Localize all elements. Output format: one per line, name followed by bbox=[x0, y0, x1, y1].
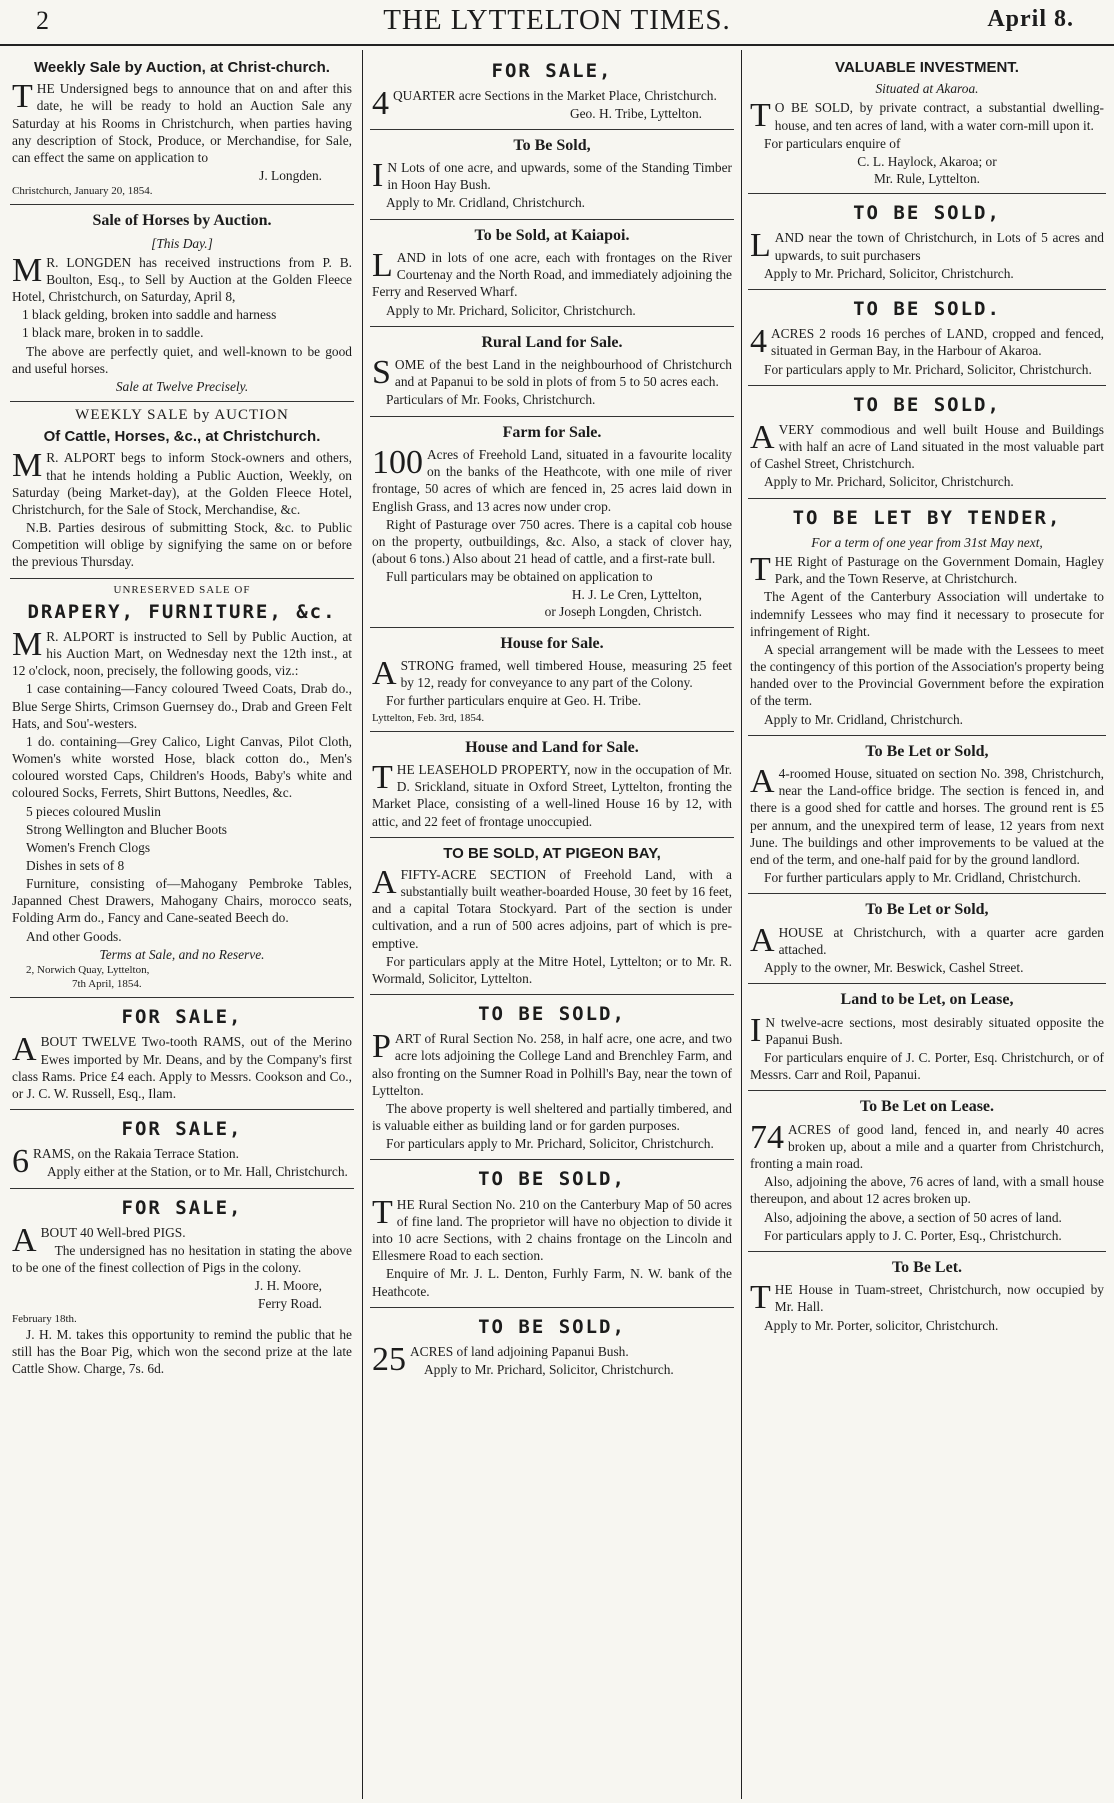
list-item: Women's French Clogs bbox=[26, 839, 151, 855]
advert-heading: TO BE SOLD. bbox=[853, 297, 1001, 320]
advert-heading: FOR SALE, bbox=[121, 1196, 243, 1219]
advert-apply: For particulars apply to Mr. Prichard, Solicitor, Christchurch. bbox=[764, 361, 1092, 377]
advert-tuam-street bbox=[748, 1252, 1106, 1341]
advert-apply: For particulars apply to Mr. Prichard, Solicitor, Christchurch. bbox=[386, 1136, 714, 1152]
advert-paragraph: J. H. M. takes this opportunity to remind the public that he still has the Boar Pig, which won the second prize at the late Cattle Show. Charge, 7s. 6d. bbox=[12, 1326, 352, 1377]
advert-heading: To Be Let. bbox=[891, 1258, 963, 1276]
advert-body: O BE SOLD, by private contract, a substantial dwelling-house, and ten acres of land, with a water corn-mill upon it. bbox=[774, 100, 1104, 133]
list-item: 1 case containing—Fancy coloured Tweed Coats, Drab do., Blue Serge Shirts, Crimson Guernsey do., Drab and Green Felt Hats, and Sou'-westers. bbox=[12, 681, 352, 731]
advert-body: R. ALPORT begs to inform Stock-owners and others, that he intends holding a Public Auction, Weekly, on Saturday (being Market-day), at the Golden Fleece Hotel, Christchurch, for the Sale of Stock, Merchandise, &c. bbox=[12, 450, 352, 517]
advert-signature: C. L. Haylock, Akaroa; or bbox=[857, 153, 997, 169]
advert-heading: To be Sold, at Kaiapoi. bbox=[474, 226, 630, 244]
advert-heading: House and Land for Sale. bbox=[465, 738, 639, 756]
drop-cap: A bbox=[12, 1221, 37, 1259]
advert-apply: Apply either at the Station, or to Mr. Hall, Christchurch. bbox=[47, 1164, 348, 1180]
advert-leasehold bbox=[370, 732, 734, 838]
advert-date: Lyttelton, Feb. 3rd, 1854. bbox=[372, 711, 485, 724]
column-rule bbox=[362, 50, 363, 1799]
drop-cap: 4 bbox=[372, 85, 389, 123]
advert-rams bbox=[10, 998, 354, 1110]
advert-body: HE Right of Pasturage on the Government Domain, Hagley Park, and the Town Reserve, at Christchurch. bbox=[774, 554, 1104, 587]
advert-heading: FOR SALE, bbox=[121, 1006, 243, 1029]
drop-cap: S bbox=[372, 354, 391, 392]
advert-signature: H. J. Le Cren, Lyttelton, bbox=[571, 587, 702, 603]
advert-paragraph: The above property is well sheltered and partially timbered, and is valuable either as building land or for garden purposes. bbox=[372, 1100, 732, 1134]
drop-cap: M bbox=[12, 625, 43, 663]
advert-drapery bbox=[10, 579, 354, 999]
drop-cap: T bbox=[372, 1193, 393, 1231]
drop-cap: 4 bbox=[750, 323, 767, 361]
advert-signature: Ferry Road. bbox=[258, 1295, 322, 1311]
drop-cap: A bbox=[750, 921, 775, 959]
advert-heading: TO BE SOLD, bbox=[853, 393, 1001, 416]
drop-cap: M bbox=[12, 447, 43, 485]
advert-pigs bbox=[10, 1189, 354, 1385]
advert-paragraph: The undersigned has no hesitation in stating the above to be one of the finest collection of Pigs in the colony. bbox=[12, 1243, 352, 1276]
list-item: And other Goods. bbox=[26, 928, 122, 944]
advert-kaiapoi bbox=[370, 220, 734, 327]
advert-apply: Apply to Mr. Cridland, Christchurch. bbox=[764, 711, 963, 727]
advert-let-lease-74 bbox=[748, 1091, 1106, 1252]
drop-cap: M bbox=[12, 251, 43, 289]
advert-heading: Sale of Horses by Auction. bbox=[92, 212, 272, 230]
list-item: 1 black gelding, broken into saddle and harness bbox=[22, 307, 277, 323]
advert-preheading: UNRESERVED SALE OF bbox=[113, 583, 251, 596]
advert-paragraph: A special arrangement will be made with the Lessees to meet the contingency of this portion of the Association's property being handed over to the Provincial Government before the expiration of the term. bbox=[750, 641, 1104, 709]
advert-heading: To Be Let or Sold, bbox=[865, 742, 989, 760]
advert-heading: TO BE SOLD, bbox=[478, 1168, 626, 1191]
column-rule bbox=[741, 50, 742, 1799]
advert-signature: Geo. H. Tribe, Lyttelton. bbox=[569, 106, 702, 122]
list-item: 1 do. containing—Grey Calico, Light Canvas, Pilot Cloth, Women's white worsted Hose, black cotton do., Men's coloured worsted Caps, Children's Hoods, Baby's white and coloured Socks, Ferrets, Shirt Buttons, Needles, &c. bbox=[12, 733, 352, 801]
advert-paragraph: The Agent of the Canterbury Association will undertake to indemnify Lessees who may find it necessary to prosecute for infringement of Right. bbox=[750, 589, 1104, 639]
masthead bbox=[0, 0, 1114, 46]
advert-body: BOUT 40 Well-bred PIGS. bbox=[40, 1224, 186, 1240]
drop-cap: A bbox=[372, 655, 397, 693]
advert-apply: For particulars apply at the Mitre Hotel, Lyttelton; or to Mr. R. Wormald, Solicitor, Lyttelton. bbox=[372, 953, 732, 986]
drop-cap: I bbox=[750, 1011, 762, 1049]
drop-cap: T bbox=[750, 551, 771, 589]
advert-body: RAMS, on the Rakaia Terrace Station. bbox=[33, 1146, 239, 1162]
advert-rural-land bbox=[370, 327, 734, 417]
advert-signature: Mr. Rule, Lyttelton. bbox=[873, 170, 980, 186]
advert-date: Christchurch, January 20, 1854. bbox=[12, 185, 153, 198]
drop-cap: I bbox=[372, 157, 384, 195]
issue-date: April 8. bbox=[987, 6, 1074, 32]
advert-heading: FOR SALE, bbox=[121, 1118, 243, 1140]
advert-apply: For particulars enquire of J. C. Porter, Esq. Christchurch, or of Messrs. Carr and Roil, Papanui. bbox=[750, 1049, 1104, 1083]
advert-let-sold-4room bbox=[748, 736, 1106, 895]
advert-tender bbox=[748, 499, 1106, 736]
advert-heading: To Be Let or Sold, bbox=[865, 901, 989, 919]
drop-cap: 6 bbox=[12, 1143, 29, 1181]
advert-heading: To Be Let on Lease. bbox=[859, 1098, 995, 1116]
advert-farm bbox=[370, 417, 734, 628]
advert-apply: Enquire of Mr. J. L. Denton, Furhly Farm, N. W. bank of the Heathcote. bbox=[372, 1266, 732, 1299]
advert-apply: Apply to Mr. Prichard, Solicitor, Christchurch. bbox=[386, 302, 636, 318]
advert-body: AND in lots of one acre, each with frontages on the River Courtenay and the North Road, and immediately adjoining the Ferry and Reserved Wharf. bbox=[372, 250, 732, 300]
drop-cap: A bbox=[372, 863, 397, 901]
advert-date: February 18th. bbox=[12, 1312, 77, 1325]
advert-body: ACRES of land adjoining Papanui Bush. bbox=[410, 1343, 629, 1359]
advert-heading: TO BE SOLD, AT PIGEON BAY, bbox=[443, 844, 661, 862]
drop-cap: T bbox=[750, 97, 771, 135]
advert-body: 4-roomed House, situated on section No. 398, Christchurch, near the Land-office bridge. The section is fenced in, and there is a good shed for cattle and horses. The ground rent is £5 per annum, and the unexpired term of lease, 12 years from next June. The buildings and other improvements to be valued at the end of the term, and one-half paid for by the ground landlord. bbox=[750, 766, 1104, 867]
advert-signature: J. Longden. bbox=[259, 167, 322, 183]
advert-body: N twelve-acre sections, most desirably situated opposite the Papanui Bush. bbox=[765, 1014, 1104, 1047]
advert-address: 2, Norwich Quay, Lyttelton, bbox=[26, 963, 150, 976]
advert-land-lease bbox=[748, 984, 1106, 1091]
advert-note: N.B. Parties desirous of submitting Stock, &c. to Public Competition will oblige by signifying the same on or before the previous Thursday. bbox=[12, 520, 352, 570]
advert-apply: Apply to Mr. Prichard, Solicitor, Christchurch. bbox=[764, 474, 1014, 490]
advert-body: ACRES of good land, fenced in, and nearly 40 acres broken up, about a mile and a quarter from Christchurch, fronting a main road. bbox=[750, 1121, 1104, 1172]
advert-body: QUARTER acre Sections in the Market Place, Christchurch. bbox=[393, 88, 717, 104]
advert-body: ART of Rural Section No. 258, in half acre, one acre, and two acre lots adjoining the College Land and Brenchley Farm, and also fronting on the Sumner Road in Polhill's Bay, near the town of Lyttelton. bbox=[372, 1031, 732, 1098]
advert-subheading: For a term of one year from 31st May next, bbox=[811, 534, 1043, 550]
advert-apply: For further particulars apply to Mr. Cridland, Christchurch. bbox=[764, 870, 1081, 886]
advert-apply: Apply to Mr. Cridland, Christchurch. bbox=[386, 195, 585, 211]
advert-apply: For particulars apply to J. C. Porter, Esq., Christchurch. bbox=[764, 1227, 1062, 1243]
advert-rural-210 bbox=[370, 1160, 734, 1307]
advert-subheading: [This Day.] bbox=[151, 235, 213, 251]
drop-cap: P bbox=[372, 1028, 391, 1066]
advert-heading: WEEKLY SALE by AUCTION bbox=[75, 407, 289, 424]
newspaper-title: THE LYTTELTON TIMES. bbox=[383, 4, 731, 36]
advert-date: 7th April, 1854. bbox=[72, 977, 142, 990]
drop-cap: 25 bbox=[372, 1340, 406, 1378]
advert-apply: Apply to the owner, Mr. Beswick, Cashel Street. bbox=[764, 960, 1024, 975]
advert-german-bay bbox=[748, 290, 1106, 386]
advert-timber bbox=[370, 130, 734, 220]
advert-heading: TO BE SOLD, bbox=[853, 202, 1001, 225]
advert-heading: TO BE SOLD, bbox=[478, 1003, 626, 1026]
drop-cap: 100 bbox=[372, 444, 423, 482]
column-1 bbox=[10, 52, 354, 1797]
advert-signature: J. H. Moore, bbox=[254, 1278, 322, 1294]
advert-body: N Lots of one acre, and upwards, some of the Standing Timber in Hoon Hay Bush. bbox=[387, 160, 732, 193]
drop-cap: T bbox=[12, 78, 33, 116]
drop-cap: A bbox=[12, 1031, 37, 1069]
drop-cap: T bbox=[750, 1279, 771, 1317]
advert-heading: House for Sale. bbox=[500, 634, 604, 652]
advert-signature: or Joseph Longden, Christch. bbox=[544, 604, 702, 620]
advert-pigeon-bay bbox=[370, 838, 734, 995]
advert-body: ACRES 2 roods 16 perches of LAND, cropped and fenced, situated in German Bay, in the Harbour of Akaroa. bbox=[771, 326, 1104, 359]
column-2 bbox=[370, 52, 734, 1797]
advert-heading: DRAPERY, FURNITURE, &c. bbox=[27, 600, 337, 623]
advert-terms: Terms at Sale, and no Reserve. bbox=[99, 946, 265, 962]
advert-paragraph: Right of Pasturage over 750 acres. There is a capital cob house on the property, outbuildings, &c. Also, a stack of clover hay, (about 6 tons.) Also about 21 head of cattle, and a first-rate bull. bbox=[372, 516, 732, 566]
advert-heading: TO BE LET BY TENDER, bbox=[792, 506, 1062, 529]
drop-cap: T bbox=[372, 759, 393, 797]
drop-cap: A bbox=[750, 419, 775, 456]
advert-heading: VALUABLE INVESTMENT. bbox=[835, 59, 1019, 76]
advert-body: STRONG framed, well timbered House, measuring 25 feet by 12, ready for conveyance to any part of the Colony. bbox=[400, 658, 732, 691]
advert-body: BOUT TWELVE Two-tooth RAMS, out of the Merino Ewes imported by Mr. Deans, and by the Company's first class Rams. Price £4 each. Apply to Messrs. Cookson and Co., or J. C. W. Russell, Esq., Ilam. bbox=[12, 1034, 352, 1101]
advert-papanui-25 bbox=[370, 1308, 734, 1386]
list-item: 1 black mare, broken in to saddle. bbox=[22, 325, 204, 341]
advert-paragraph: Also, adjoining the above, 76 acres of land, with a small house thereupon, and about 12 acres broken up. bbox=[750, 1174, 1104, 1207]
advert-heading: TO BE SOLD, bbox=[478, 1315, 626, 1338]
advert-body: HE LEASEHOLD PROPERTY, now in the occupation of Mr. D. Srickland, situate in Oxford Street, Lyttelton, fronting the Market Place, consisting of a well-lined House 16 by 12, with attic, and 22 feet of frontage unoccupied. bbox=[372, 762, 732, 829]
advert-apply: Particulars of Mr. Fooks, Christchurch. bbox=[386, 392, 596, 408]
advert-paragraph: Full particulars may be obtained on application to bbox=[386, 569, 653, 585]
advert-horses bbox=[10, 205, 354, 402]
advert-body: OME of the best Land in the neighbourhood of Christchurch and at Papanui to be sold in plots of from 5 to 50 acres each. bbox=[394, 357, 732, 390]
advert-house-sale bbox=[370, 628, 734, 732]
list-item: 5 pieces coloured Muslin bbox=[26, 803, 161, 819]
drop-cap: L bbox=[750, 227, 771, 265]
advert-apply: Apply to Mr. Prichard, Solicitor, Christchurch. bbox=[764, 265, 1014, 281]
advert-body: R. LONGDEN has received instructions from P. B. Boulton, Esq., to Sell by Auction at the Golden Fleece Hotel, Christchurch, on Saturday, April 8, bbox=[12, 254, 352, 305]
list-item: Dishes in sets of 8 bbox=[26, 857, 125, 873]
advert-heading: To Be Sold, bbox=[513, 136, 591, 154]
advert-apply: Apply to Mr. Porter, solicitor, Christchurch. bbox=[764, 1317, 999, 1333]
advert-heading: Farm for Sale. bbox=[502, 423, 602, 441]
advert-apply: For further particulars enquire at Geo. H. Tribe. bbox=[386, 693, 642, 709]
advert-body: HE Rural Section No. 210 on the Canterbury Map of 50 acres of fine land. The proprietor will have no objection to divide it into 10 acre Sections, with 2 chains frontage on the Lincoln and Ellesmere Road to each section. bbox=[372, 1196, 732, 1264]
advert-rakaia-rams bbox=[10, 1110, 354, 1189]
advert-body: HE Undersigned begs to announce that on and after this date, he will be ready to hold an Auction Sale any Saturday at his Rooms in Christchurch, when parties having any description of Stock, Produce, or Merchandise, for Sale, can effect the same on application to bbox=[12, 81, 352, 165]
advert-body: R. ALPORT is instructed to Sell by Public Auction, at his Auction Mart, on Wednesday next the 12th inst., at 12 o'clock, noon, precisely, the following goods, viz.: bbox=[12, 628, 352, 679]
advert-body: HOUSE at Christchurch, with a quarter acre garden attached. bbox=[778, 924, 1104, 957]
advert-land-christchurch bbox=[748, 194, 1106, 290]
advert-body: HE House in Tuam-street, Christchurch, now occupied by Mr. Hall. bbox=[774, 1282, 1104, 1315]
advert-heading: Land to be Let, on Lease, bbox=[840, 991, 1014, 1009]
advert-cashel-house bbox=[748, 386, 1106, 499]
advert-body: VERY commodious and well built House and Buildings with half an acre of Land situated in the most valuable part of Cashel Street, Christchurch. bbox=[750, 422, 1104, 472]
column-3 bbox=[748, 52, 1106, 1797]
advert-akaroa-investment bbox=[748, 52, 1106, 194]
advert-heading: FOR SALE, bbox=[491, 60, 613, 82]
advert-market-sections bbox=[370, 52, 734, 130]
drop-cap: 74 bbox=[750, 1118, 784, 1156]
advert-weekly-cattle bbox=[10, 402, 354, 578]
advert-weekly-sale bbox=[10, 52, 354, 205]
advert-subheading: Of Cattle, Horses, &c., at Christchurch. bbox=[43, 428, 321, 446]
advert-footer: Sale at Twelve Precisely. bbox=[115, 378, 249, 394]
advert-subheading: Situated at Akaroa. bbox=[875, 81, 979, 97]
advert-paragraph: The above are perfectly quiet, and well-known to be good and useful horses. bbox=[12, 343, 352, 376]
advert-apply: For particulars enquire of bbox=[764, 135, 901, 151]
advert-paragraph: Also, adjoining the above, a section of 50 acres of land. bbox=[764, 1209, 1062, 1225]
advert-apply: Apply to Mr. Prichard, Solicitor, Christchurch. bbox=[424, 1362, 674, 1378]
page-number: 2 bbox=[36, 6, 49, 35]
advert-heading: Rural Land for Sale. bbox=[481, 333, 623, 351]
advert-let-sold-house bbox=[748, 894, 1106, 984]
advert-heading: Weekly Sale by Auction, at Christ-church. bbox=[34, 59, 330, 76]
drop-cap: A bbox=[750, 763, 775, 801]
list-item: Strong Wellington and Blucher Boots bbox=[26, 821, 228, 837]
advert-rural-258 bbox=[370, 995, 734, 1160]
advert-body: FIFTY-ACRE SECTION of Freehold Land, with a substantially built weather-boarded House, 30 feet by 16 feet, and a capital Totara Stockyard. Part of the section is under cultivation, and a run of 500 acres adjoins, part of which is pre-emptive. bbox=[372, 866, 732, 951]
advert-body: Acres of Freehold Land, situated in a favourite locality on the banks of the Heathcote, with one mile of river frontage, 50 acres of which are fenced in, 25 acres laid down in English Grass, and 13 acres now under crop. bbox=[372, 447, 732, 514]
advert-body: AND near the town of Christchurch, in Lots of 5 acres and upwards, to suit purchasers bbox=[774, 230, 1104, 263]
list-item: Furniture, consisting of—Mahogany Pembroke Tables, Japanned Chest Drawers, Mahogany Chairs, morocco seats, Folding Arm do., Fancy and Cane-seated Beech do. bbox=[12, 876, 352, 926]
drop-cap: L bbox=[372, 247, 393, 285]
